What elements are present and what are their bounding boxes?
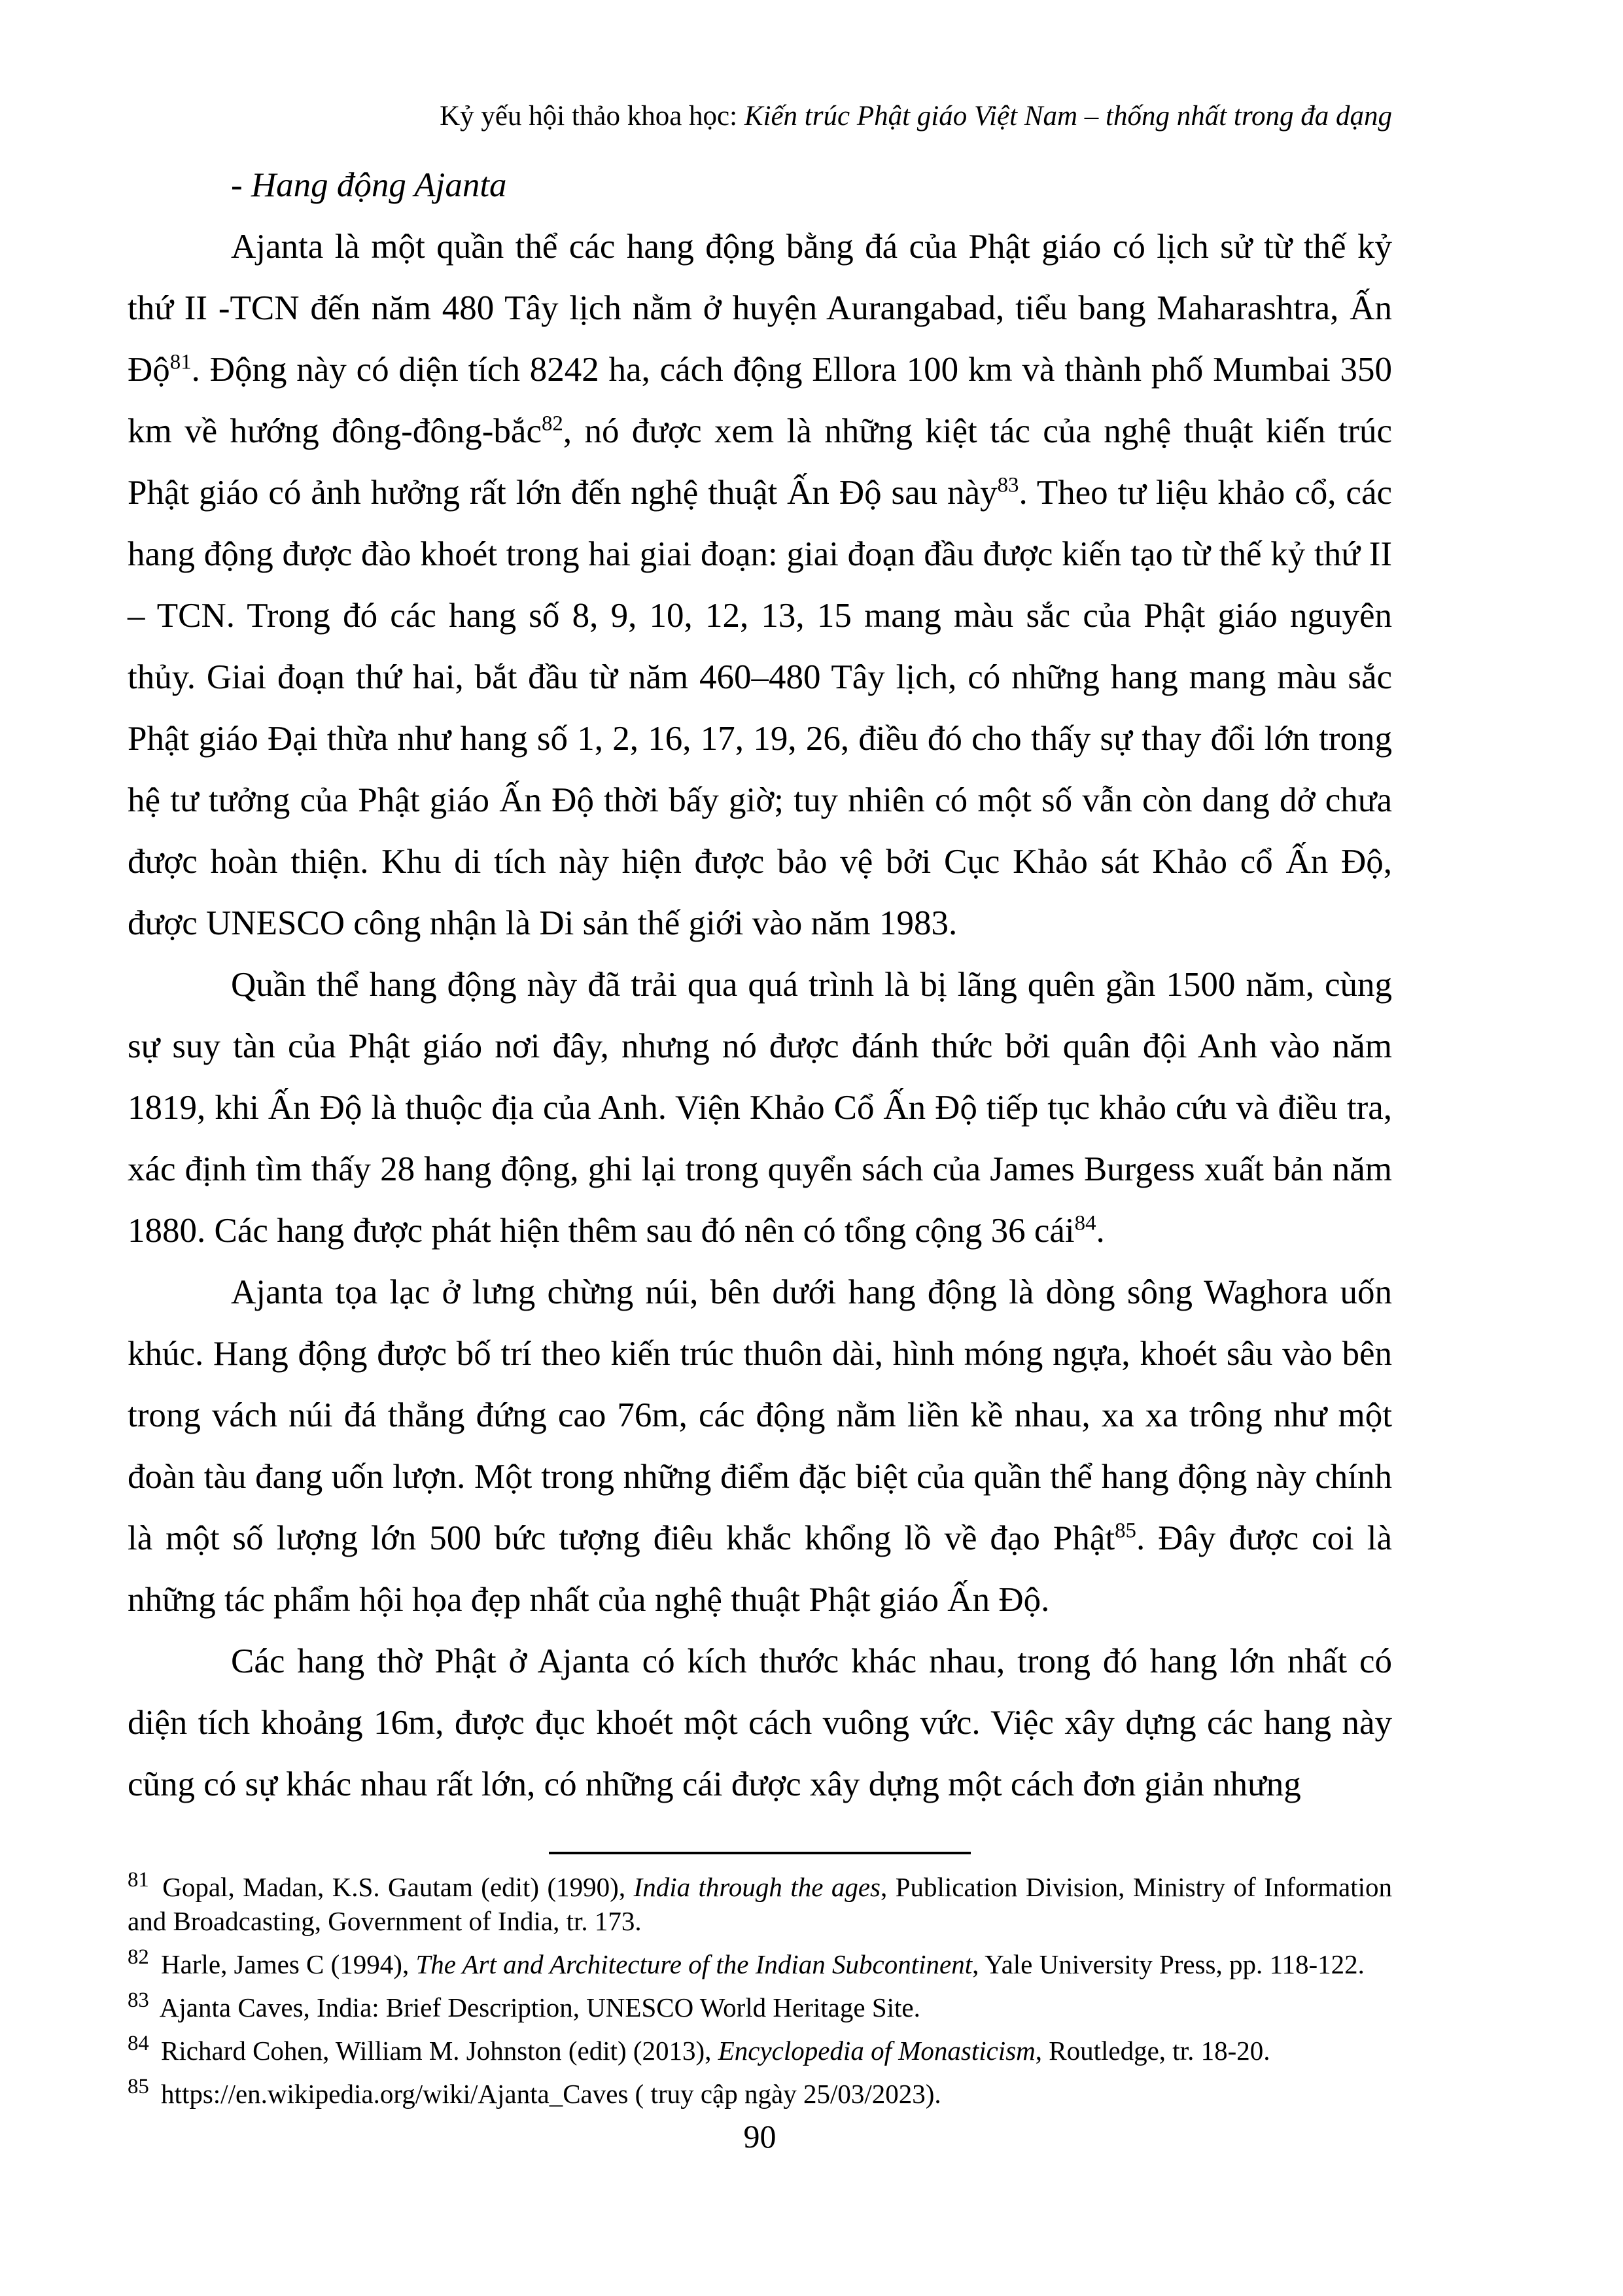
text-run: Encyclopedia of Monasticism [718, 2036, 1036, 2066]
text-run: https://en.wikipedia.org/wiki/Ajanta_Caves ( truy cập ngày 25/03/2023). [161, 2079, 941, 2109]
footnote-number: 85 [128, 2075, 149, 2099]
running-header [128, 98, 1392, 134]
footnote [128, 1870, 1392, 1938]
footnote-ref: 83 [997, 473, 1019, 497]
text-run: Gopal, Madan, K.S. Gautam (edit) (1990), [162, 1872, 634, 1902]
section-heading: - Hang động Ajanta [231, 166, 507, 204]
text-run: Kỷ yếu hội thảo khoa học: [440, 101, 744, 132]
text-run: Quần thể hang động này đã trải qua quá trình là bị lãng quên gần 1500 năm, cùng sự suy tàn của Phật giáo nơi đây, nhưng nó được đánh thức bởi quân đội Anh vào năm 1819, khi Ấn Độ là thuộc địa của Anh. Viện Khảo Cổ Ấn Độ tiếp tục khảo cứu và điều tra, xác định tìm thấy 28 hang động, ghi lại trong quyển sách của James Burgess xuất bản năm 1880. Các hang được phát hiện thêm sau đó nên có tổng cộng 36 cái [128, 966, 1392, 1250]
footnote-ref: 81 [169, 350, 192, 374]
text-run: . [1096, 1212, 1105, 1250]
paragraph [128, 1631, 1392, 1815]
footnote-number: 83 [128, 1988, 149, 2013]
text-run: Ajanta tọa lạc ở lưng chừng núi, bên dưới hang động là dòng sông Waghora uốn khúc. Hang động được bố trí theo kiến trúc thuôn dài, hình móng ngựa, khoét sâu vào bên trong vách núi đá thẳng đứng cao 76m, các động nằm liền kề nhau, xa xa trông như một đoàn tàu đang uốn lượn. Một trong những điểm đặc biệt của quần thể hang động này chính là một số lượng lớn 500 bức tượng điêu khắc khổng lồ về đạo Phật [128, 1273, 1392, 1557]
footnote [128, 1947, 1392, 1981]
text-run: India through the ages [633, 1872, 881, 1902]
text-run: The Art and Architecture of the Indian Subcontinent [415, 1949, 973, 1979]
paragraph [128, 216, 1392, 954]
text-run: . Đây được coi là những tác phẩm hội họa đẹp nhất của nghệ thuật Phật giáo Ấn Độ. [128, 1519, 1392, 1619]
footnote-number: 81 [128, 1868, 149, 1892]
footnotes [128, 1870, 1392, 2111]
footnote-number: 84 [128, 2032, 149, 2056]
text-run: . Theo tư liệu khảo cổ, các hang động được đào khoét trong hai giai đoạn: giai đoạn đầu được kiến tạo từ thế kỷ thứ II – TCN. Trong đó các hang số 8, 9, 10, 12, 13, 15 mang màu sắc của Phật giáo nguyên thủy. Giai đoạn thứ hai, bắt đầu từ năm 460–480 Tây lịch, có những hang mang màu sắc Phật giáo Đại thừa như hang số 1, 2, 16, 17, 19, 26, điều đó cho thấy sự thay đổi lớn trong hệ tư tưởng của Phật giáo Ấn Độ thời bấy giờ; tuy nhiên có một số vẫn còn dang dở chưa được hoàn thiện. Khu di tích này hiện được bảo vệ bởi Cục Khảo sát Khảo cổ Ấn Độ, được UNESCO công nhận là Di sản thế giới vào năm 1983. [128, 474, 1392, 942]
text-run: Richard Cohen, William M. Johnston (edit) (2013), [161, 2036, 718, 2066]
paragraph [128, 954, 1392, 1262]
text-run: Các hang thờ Phật ở Ajanta có kích thước khác nhau, trong đó hang lớn nhất có diện tích khoảng 16m, được đục khoét một cách vuông vức. Việc xây dựng các hang này cũng có sự khác nhau rất lớn, có những cái được xây dựng một cách đơn giản nhưng [128, 1642, 1392, 1803]
text-run: Ajanta là một quần thể các hang động bằng đá của Phật giáo có lịch sử từ thế kỷ thứ II -TCN đến năm 480 Tây lịch nằm ở huyện Aurangabad, tiểu bang Maharashtra, Ấn Độ [128, 228, 1392, 389]
paragraph [128, 1262, 1392, 1631]
body-text [128, 154, 1392, 1815]
text-run: Harle, James C (1994), [161, 1949, 416, 1979]
text-run: Ajanta Caves, India: Brief Description, UNESCO World Heritage Site. [159, 1992, 920, 2022]
text-run: Kiến trúc Phật giáo Việt Nam – thống nhất trong đa dạng [744, 101, 1392, 132]
text-run: . Động này có diện tích 8242 ha, cách động Ellora 100 km và thành phố Mumbai 350 km về hướng đông-đông-bắc [128, 351, 1392, 450]
text-run: , Yale University Press, pp. 118-122. [972, 1949, 1365, 1979]
footnote-ref: 84 [1074, 1211, 1096, 1235]
footnote-separator [549, 1852, 971, 1854]
page-number: 90 [743, 2118, 777, 2155]
page-content [128, 0, 1392, 2153]
footnote-ref: 85 [1115, 1519, 1136, 1543]
footnote [128, 1990, 1392, 2024]
footnote-number: 82 [128, 1945, 149, 1969]
footnote [128, 2034, 1392, 2068]
footnote-ref: 82 [541, 412, 563, 436]
text-run: , nó được xem là những kiệt tác của nghệ thuật kiến trúc Phật giáo có ảnh hưởng rất lớn đến nghệ thuật Ấn Độ sau này [128, 412, 1392, 512]
text-run: , Routledge, tr. 18-20. [1035, 2036, 1270, 2066]
footnote [128, 2077, 1392, 2111]
text-run: , Publication Division, Ministry of Information and Broadcasting, Government of India, tr. 173. [128, 1872, 1392, 1936]
